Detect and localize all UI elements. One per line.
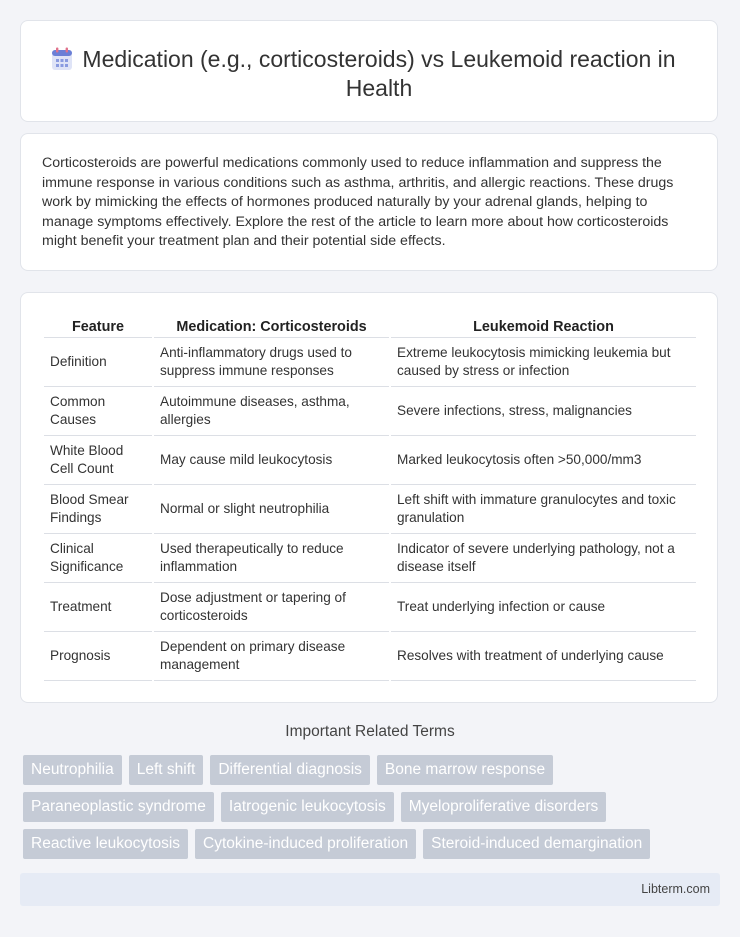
corticosteroids-cell: Dependent on primary disease management <box>154 632 389 681</box>
leukemoid-cell: Extreme leukocytosis mimicking leukemia but caused by stress or infection <box>391 338 696 387</box>
tag-paraneoplastic-syndrome[interactable]: Paraneoplastic syndrome <box>23 792 214 822</box>
column-header-leukemoid: Leukemoid Reaction <box>391 317 696 338</box>
tag-neutrophilia[interactable]: Neutrophilia <box>23 755 122 785</box>
footer-bar <box>20 873 720 906</box>
leukemoid-cell: Left shift with immature granulocytes and toxic granulation <box>391 485 696 534</box>
feature-cell: Definition <box>44 338 152 387</box>
comparison-card <box>20 292 718 703</box>
table-row <box>44 534 696 583</box>
tag-myeloproliferative-disorders[interactable]: Myeloproliferative disorders <box>401 792 607 822</box>
tag-row <box>23 792 703 822</box>
corticosteroids-cell: Used therapeutically to reduce inflammation <box>154 534 389 583</box>
tag-cytokine-induced-proliferation[interactable]: Cytokine-induced proliferation <box>195 829 416 859</box>
tag-row <box>23 755 703 785</box>
leukemoid-cell: Marked leukocytosis often >50,000/mm3 <box>391 436 696 485</box>
feature-cell: Common Causes <box>44 387 152 436</box>
leukemoid-cell: Indicator of severe underlying pathology, not a disease itself <box>391 534 696 583</box>
leukemoid-cell: Severe infections, stress, malignancies <box>391 387 696 436</box>
column-header-feature: Feature <box>44 317 152 338</box>
corticosteroids-cell: Dose adjustment or tapering of corticosteroids <box>154 583 389 632</box>
tag-iatrogenic-leukocytosis[interactable]: Iatrogenic leukocytosis <box>221 792 394 822</box>
site-link[interactable]: Libterm.com <box>641 882 710 896</box>
tag-steroid-induced-demargination[interactable]: Steroid-induced demargination <box>423 829 650 859</box>
table-row <box>44 485 696 534</box>
table-row <box>44 632 696 681</box>
leukemoid-cell: Resolves with treatment of underlying cause <box>391 632 696 681</box>
title-card <box>20 20 718 122</box>
table-header-row <box>44 317 696 338</box>
tag-differential-diagnosis[interactable]: Differential diagnosis <box>210 755 370 785</box>
column-header-corticosteroids: Medication: Corticosteroids <box>154 317 389 338</box>
related-terms-list <box>23 755 703 866</box>
tag-reactive-leukocytosis[interactable]: Reactive leukocytosis <box>23 829 188 859</box>
tag-left-shift[interactable]: Left shift <box>129 755 204 785</box>
table-row <box>44 387 696 436</box>
table-row <box>44 583 696 632</box>
table-row <box>44 338 696 387</box>
tag-bone-marrow-response[interactable]: Bone marrow response <box>377 755 553 785</box>
corticosteroids-cell: May cause mild leukocytosis <box>154 436 389 485</box>
feature-cell: Treatment <box>44 583 152 632</box>
corticosteroids-cell: Anti-inflammatory drugs used to suppress immune responses <box>154 338 389 387</box>
leukemoid-cell: Treat underlying infection or cause <box>391 583 696 632</box>
feature-cell: Prognosis <box>44 632 152 681</box>
table-row <box>44 436 696 485</box>
page-title: Medication (e.g., corticosteroids) vs Leukemoid reaction in Health <box>82 46 676 101</box>
feature-cell: Blood Smear Findings <box>44 485 152 534</box>
feature-cell: White Blood Cell Count <box>44 436 152 485</box>
tag-row <box>23 829 703 859</box>
comparison-table <box>42 317 698 681</box>
feature-cell: Clinical Significance <box>44 534 152 583</box>
intro-paragraph: Corticosteroids are powerful medications commonly used to reduce inflammation and suppress the immune response in various conditions such as asthma, arthritis, and allergic reactions. These drugs work by mimicking the effects of hormones produced naturally by your adrenal glands, helping to manage symptoms effectively. Explore the rest of the article to learn more about how corticosteroids might benefit your treatment plan and their potential side effects. <box>42 155 674 250</box>
corticosteroids-cell: Autoimmune diseases, asthma, allergies <box>154 387 389 436</box>
related-terms-heading: Important Related Terms <box>285 723 455 740</box>
intro-card <box>20 133 718 271</box>
corticosteroids-cell: Normal or slight neutrophilia <box>154 485 389 534</box>
